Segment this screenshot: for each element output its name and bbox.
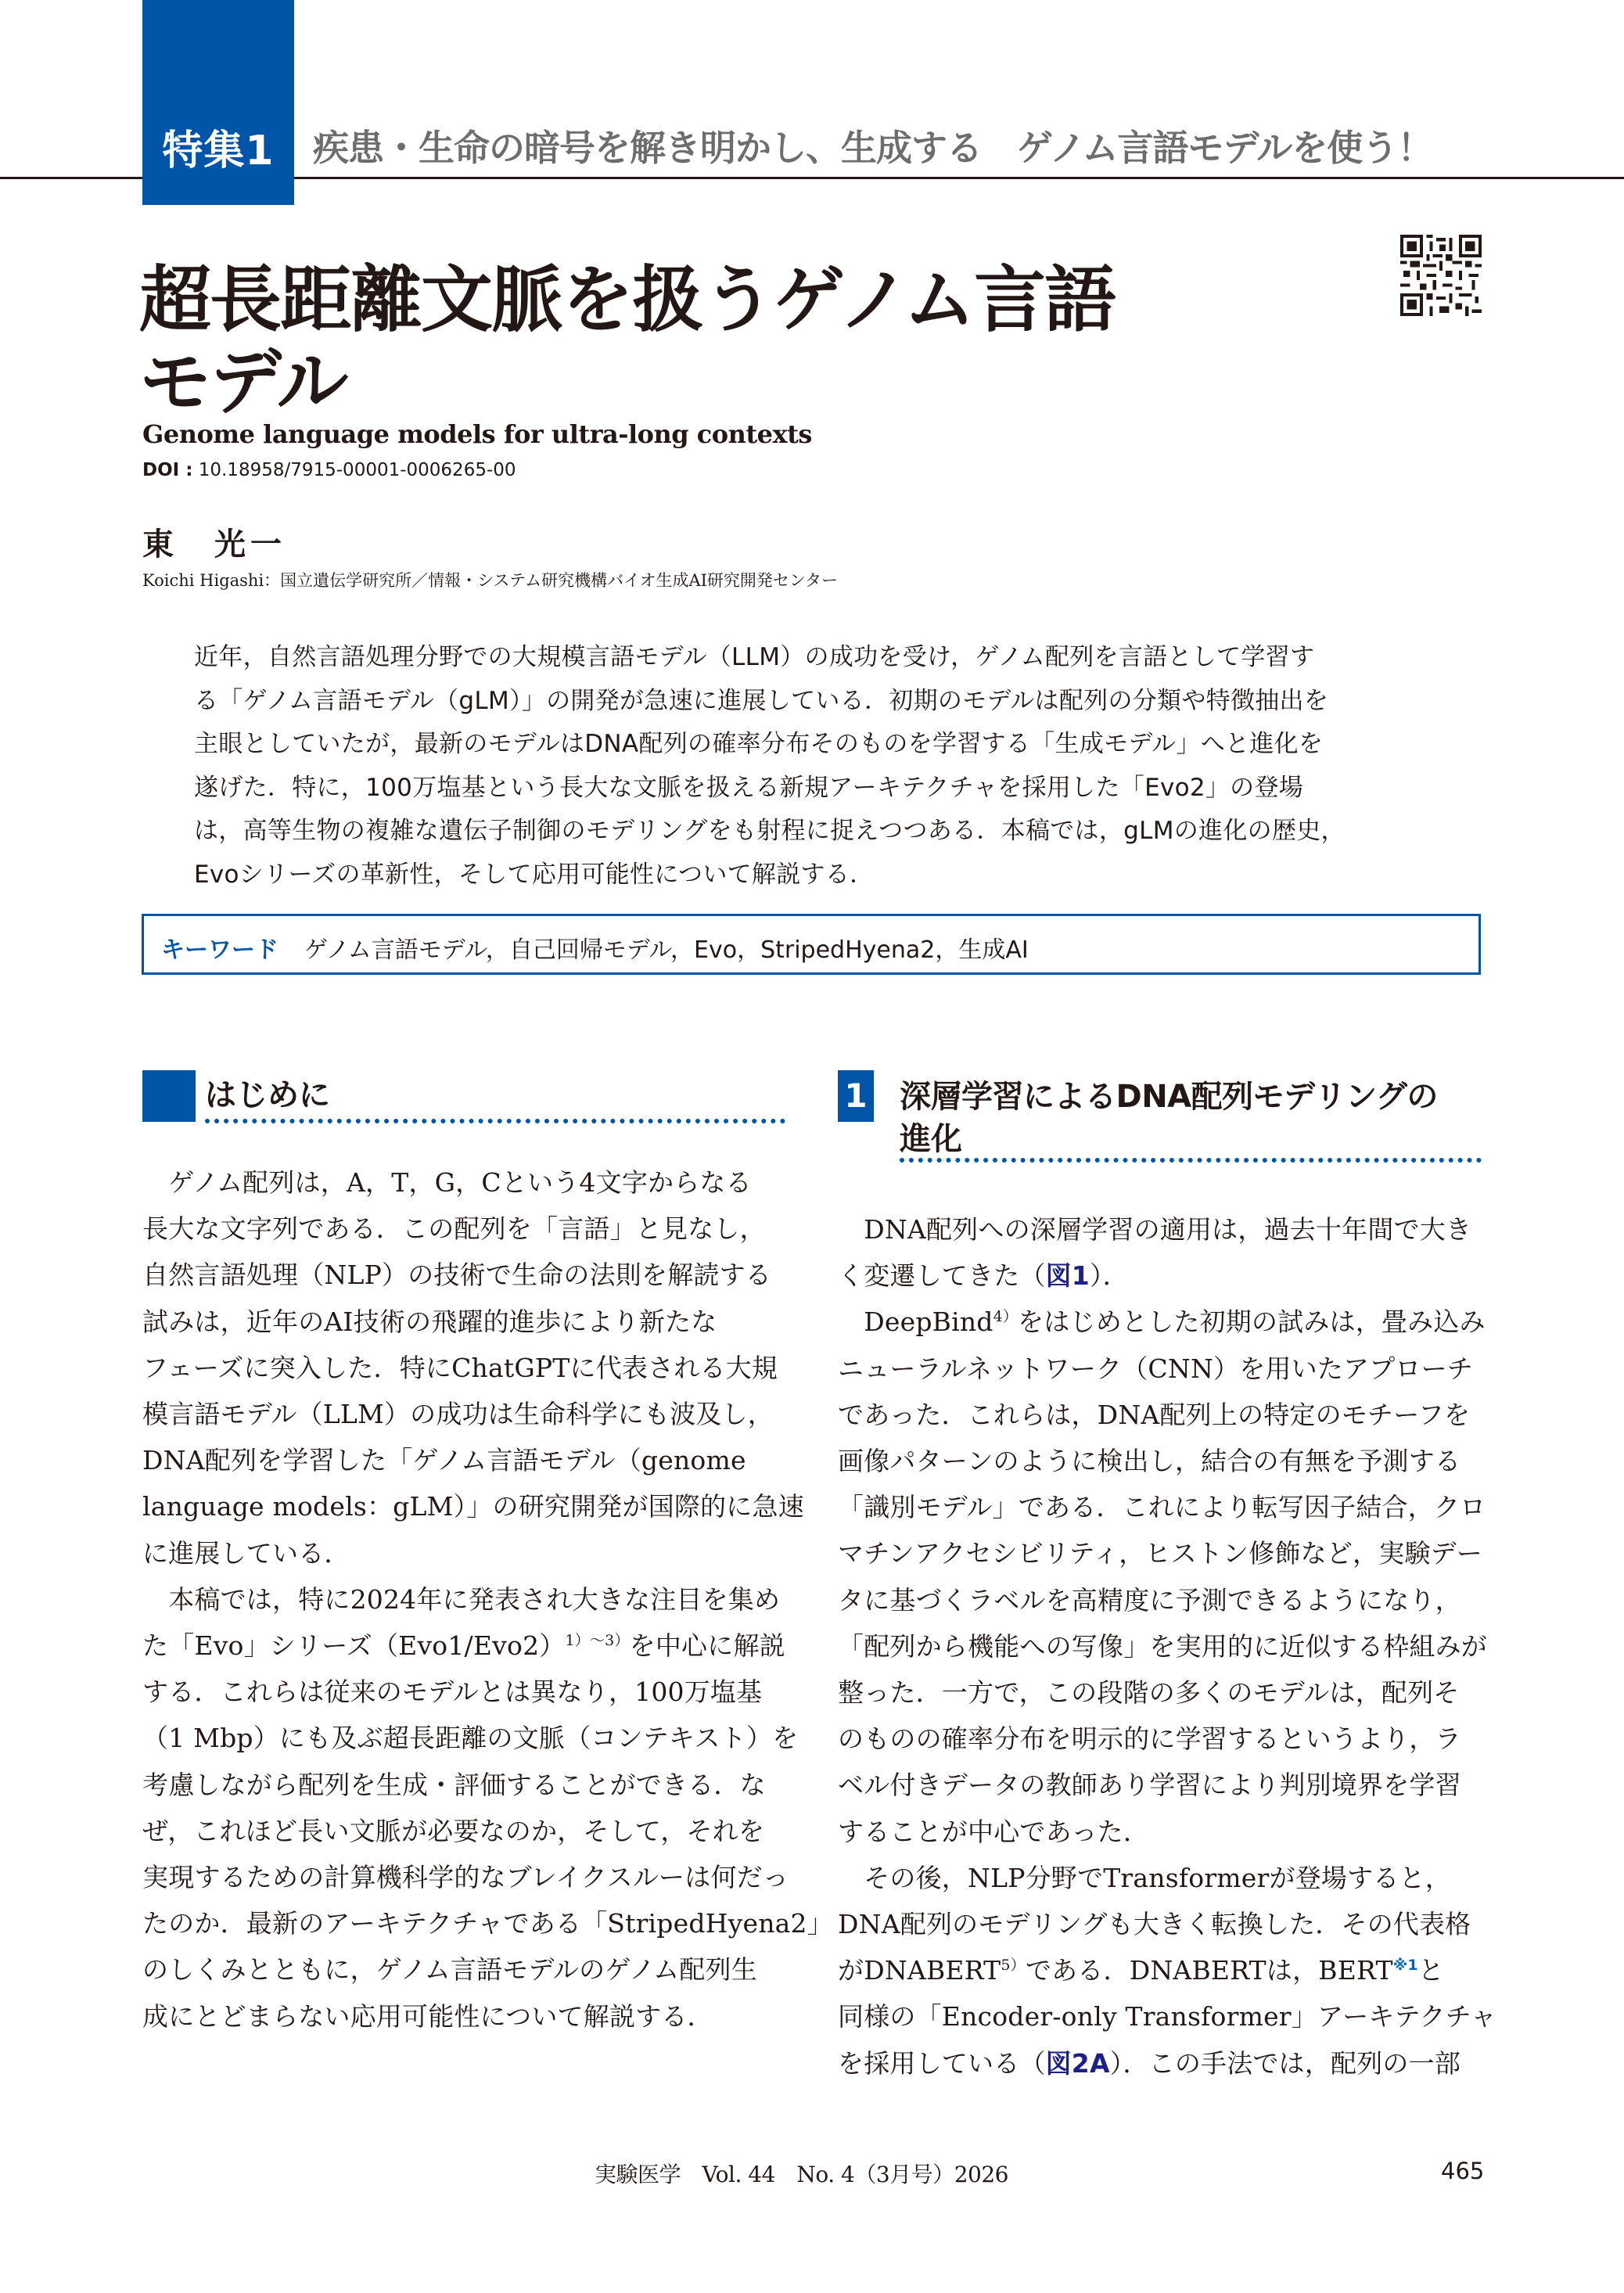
section-marker-square	[142, 1070, 196, 1122]
body-text-line	[838, 1444, 1461, 1479]
body-text-line	[142, 1721, 798, 1756]
text-run: のものの確率分布を明示的に学習するというより，ラ	[838, 1723, 1461, 1755]
body-text-line	[838, 1583, 1461, 1618]
text-run: ニューラルネットワーク（CNN）を用いたアプローチ	[838, 1353, 1474, 1384]
series-tab	[142, 0, 294, 205]
text-run: ）．この手法では，配列の一部	[1109, 2047, 1461, 2079]
body-text-line	[838, 2000, 1496, 2034]
body-text-line	[838, 1907, 1471, 1942]
abstract-line: る「ゲノム言語モデル（gLM）」の開発が急速に進展している．初期のモデルは配列の分類や特徴抽出を	[194, 686, 1329, 715]
body-text-line	[142, 1907, 833, 1941]
qr-code-icon[interactable]	[1400, 235, 1482, 316]
text-run: 成にとどまらない応用可能性について解説する．	[142, 2000, 713, 2032]
body-text-line	[142, 1166, 752, 1200]
section-number-badge: 1	[838, 1070, 874, 1122]
series-title: 疾患・生命の暗号を解き明かし、生成する ゲノム言語モデルを使う！	[313, 127, 1433, 169]
abstract-line: 主眼としていたが，最新のモデルはDNA配列の確率分布そのものを学習する「生成モデル」へと進化を	[194, 730, 1324, 758]
body-text-line	[838, 1259, 1129, 1293]
text-run: （1 Mbp）にも及ぶ超長距離の文脈（コンテキスト）を	[142, 1723, 799, 1754]
body-text-line	[142, 1258, 771, 1292]
body-text-line	[142, 1814, 764, 1849]
abstract-line: 遂げた．特に，100万塩基という長大な文脈を扱える新規アーキテクチャを採用した「Evo2」の登場	[194, 773, 1304, 802]
header-rule	[0, 177, 142, 179]
body-text-line	[838, 1630, 1487, 1664]
body-text-line	[142, 1305, 717, 1339]
text-run: 本稿では，特に2024年に発表され大きな注目を集め	[142, 1583, 781, 1615]
body-text-line	[142, 1490, 804, 1524]
text-run: た「Evo」シリーズ（Evo1/Evo2）	[142, 1630, 566, 1661]
text-run: フェーズに突入した．特にChatGPTに代表される大規	[142, 1352, 778, 1383]
header-rule	[294, 177, 1624, 179]
text-run: する．これらは従来のモデルとは異なり，100万塩基	[142, 1677, 763, 1708]
text-run: ベル付きデータの教師あり学習により判別境界を学習	[838, 1770, 1461, 1801]
doi	[142, 460, 516, 480]
text-run: 画像パターンのように検出し，結合の有無を予測する	[838, 1446, 1461, 1476]
text-run: 「識別モデル」である．これにより転写因子結合，クロ	[838, 1492, 1486, 1523]
text-run: タに基づくラベルを高精度に予測できるようになり，	[838, 1584, 1461, 1616]
body-text-line	[838, 1768, 1461, 1802]
text-run: に進展している．	[142, 1537, 350, 1569]
citation-ref[interactable]: 5）	[1001, 1957, 1026, 1975]
text-run: 実現するための計算機科学的なブレイクスルーは何だっ	[142, 1862, 789, 1892]
section-dotted-rule	[205, 1119, 785, 1123]
body-text-line	[838, 1490, 1486, 1525]
author-name: 東 光一	[142, 527, 286, 562]
footer-journal-info: 実験医学 Vol. 44 No. 4（3月号）2026	[595, 2162, 1008, 2187]
doi-value[interactable]: 10.18958/7915-00001-0006265-00	[192, 460, 516, 480]
body-text-line	[838, 1722, 1461, 1756]
doi-label: DOI :	[142, 460, 193, 480]
text-run: DeepBind	[838, 1306, 993, 1338]
body-text-line	[142, 1953, 757, 1987]
section-heading-intro: はじめに	[205, 1077, 330, 1113]
body-text-line	[142, 1351, 778, 1386]
text-run: 長大な文字列である．この配列を「言語」と見なし，	[142, 1213, 766, 1245]
text-run: マチンアクセシビリティ，ヒストン修飾など，実験デー	[838, 1538, 1483, 1569]
text-run: がDNABERT	[838, 1955, 1001, 1986]
section-dotted-rule	[900, 1158, 1482, 1163]
body-text-line	[142, 1536, 350, 1571]
text-run: DNA配列のモデリングも大きく転換した．その代表格	[838, 1909, 1471, 1939]
section-heading-1-cont: 進化	[900, 1121, 962, 1157]
body-text-line	[142, 1397, 774, 1432]
footnote-ref-link[interactable]: ※1	[1392, 1957, 1418, 1975]
text-run: language models：gLM）」の研究開発が国際的に急速	[142, 1491, 804, 1522]
section-heading-1: 深層学習によるDNA配列モデリングの	[900, 1079, 1438, 1115]
abstract-line: Evoシリーズの革新性，そして応用可能性について解説する．	[194, 860, 875, 889]
article-title-line: 超長距離文脈を扱うゲノム言語	[139, 258, 1116, 342]
body-text-line	[142, 1629, 785, 1663]
body-text-line	[838, 1536, 1482, 1571]
abstract-line: 近年，自然言語処理分野での大規模言語モデル（LLM）の成功を受け，ゲノム配列を言語として学習す	[194, 643, 1315, 671]
figure-ref-link[interactable]: 図2A	[1045, 2047, 1110, 2079]
author-affiliation: Koichi Higashi：国立遺伝学研究所／情報・システム研究機構バイオ生成AI研究開発センター	[142, 571, 839, 590]
citation-ref[interactable]: 1）～3）	[565, 1632, 630, 1649]
text-run: DNA配列への深層学習の適用は，過去十年間で大き	[838, 1214, 1472, 1245]
body-text-line	[142, 1583, 780, 1617]
text-run: たのか．最新のアーキテクチャである「StripedHyena2」	[142, 1908, 833, 1939]
text-run: ゲノム配列は，A，T，G，Cという4文字からなる	[142, 1167, 752, 1198]
text-run: することが中心であった．	[838, 1816, 1150, 1847]
text-run: と	[1417, 1955, 1444, 1986]
series-tab-label: 特集1	[162, 128, 275, 174]
text-run: 自然言語処理（NLP）の技術で生命の法則を解読する	[142, 1260, 771, 1291]
keyword-box	[142, 914, 1481, 975]
text-run: 試みは，近年のAI技術の飛躍的進歩により新たな	[142, 1306, 717, 1337]
text-run: 考慮しながら配列を生成・評価することができる．な	[142, 1769, 766, 1800]
body-text-line	[838, 1676, 1460, 1710]
text-run: ）．	[1089, 1260, 1129, 1292]
text-run: ぜ，これほど長い文脈が必要なのか，そして，それを	[142, 1815, 765, 1846]
text-run: をはじめとした初期の試みは，畳み込み	[1018, 1306, 1486, 1338]
article-subtitle-english: Genome language models for ultra-long contexts	[142, 419, 812, 449]
body-text-line	[142, 1212, 766, 1246]
text-run: 整った．一方で，この段階の多くのモデルは，配列そ	[838, 1677, 1460, 1708]
abstract-line: は，高等生物の複雑な遺伝子制御のモデリングをも射程に捉えつつある．本稿では，gLMの進化の歴史，	[194, 817, 1346, 845]
citation-ref[interactable]: 4）	[993, 1308, 1019, 1326]
body-text-line	[838, 1398, 1470, 1432]
text-run: その後，NLP分野でTransformerが登場すると，	[838, 1862, 1451, 1893]
article-title-line: モデル	[139, 340, 347, 424]
keyword-label: キーワード	[161, 936, 278, 964]
body-text-line	[838, 1953, 1444, 1988]
text-run: 模言語モデル（LLM）の成功は生命科学にも波及し，	[142, 1399, 774, 1429]
text-run: DNA配列を学習した「ゲノム言語モデル（genome	[142, 1445, 746, 1476]
text-run: である．DNABERTは，BERT	[1025, 1955, 1393, 1986]
text-run: であった．これらは，DNA配列上の特定のモチーフを	[838, 1399, 1471, 1430]
keyword-list: ゲノム言語モデル，自己回帰モデル，Evo，StripedHyena2，生成AI	[304, 936, 1029, 964]
text-run: く変遷してきた（	[838, 1260, 1046, 1292]
body-text-line	[142, 1675, 762, 1709]
body-text-line	[838, 2047, 1461, 2081]
body-text-line	[142, 2000, 713, 2034]
text-run: のしくみとともに，ゲノム言語モデルのゲノム配列生	[142, 1954, 757, 1986]
body-text-line	[838, 1861, 1451, 1896]
text-run: を中心に解説	[629, 1630, 785, 1661]
body-text-line	[838, 1815, 1149, 1849]
body-text-line	[142, 1860, 789, 1895]
text-run: 「配列から機能への写像」を実用的に近似する枠組みが	[838, 1630, 1487, 1662]
text-run: 同様の「Encoder-only Transformer」アーキテクチャ	[838, 2001, 1497, 2032]
text-run: を採用している（	[838, 2047, 1046, 2079]
figure-ref-link[interactable]: 図1	[1045, 1260, 1090, 1292]
page-number: 465	[1441, 2158, 1485, 2184]
body-text-line	[838, 1213, 1471, 1247]
body-text-line	[838, 1305, 1486, 1339]
body-text-line	[142, 1768, 766, 1802]
body-text-line	[142, 1443, 746, 1478]
body-text-line	[838, 1352, 1473, 1386]
